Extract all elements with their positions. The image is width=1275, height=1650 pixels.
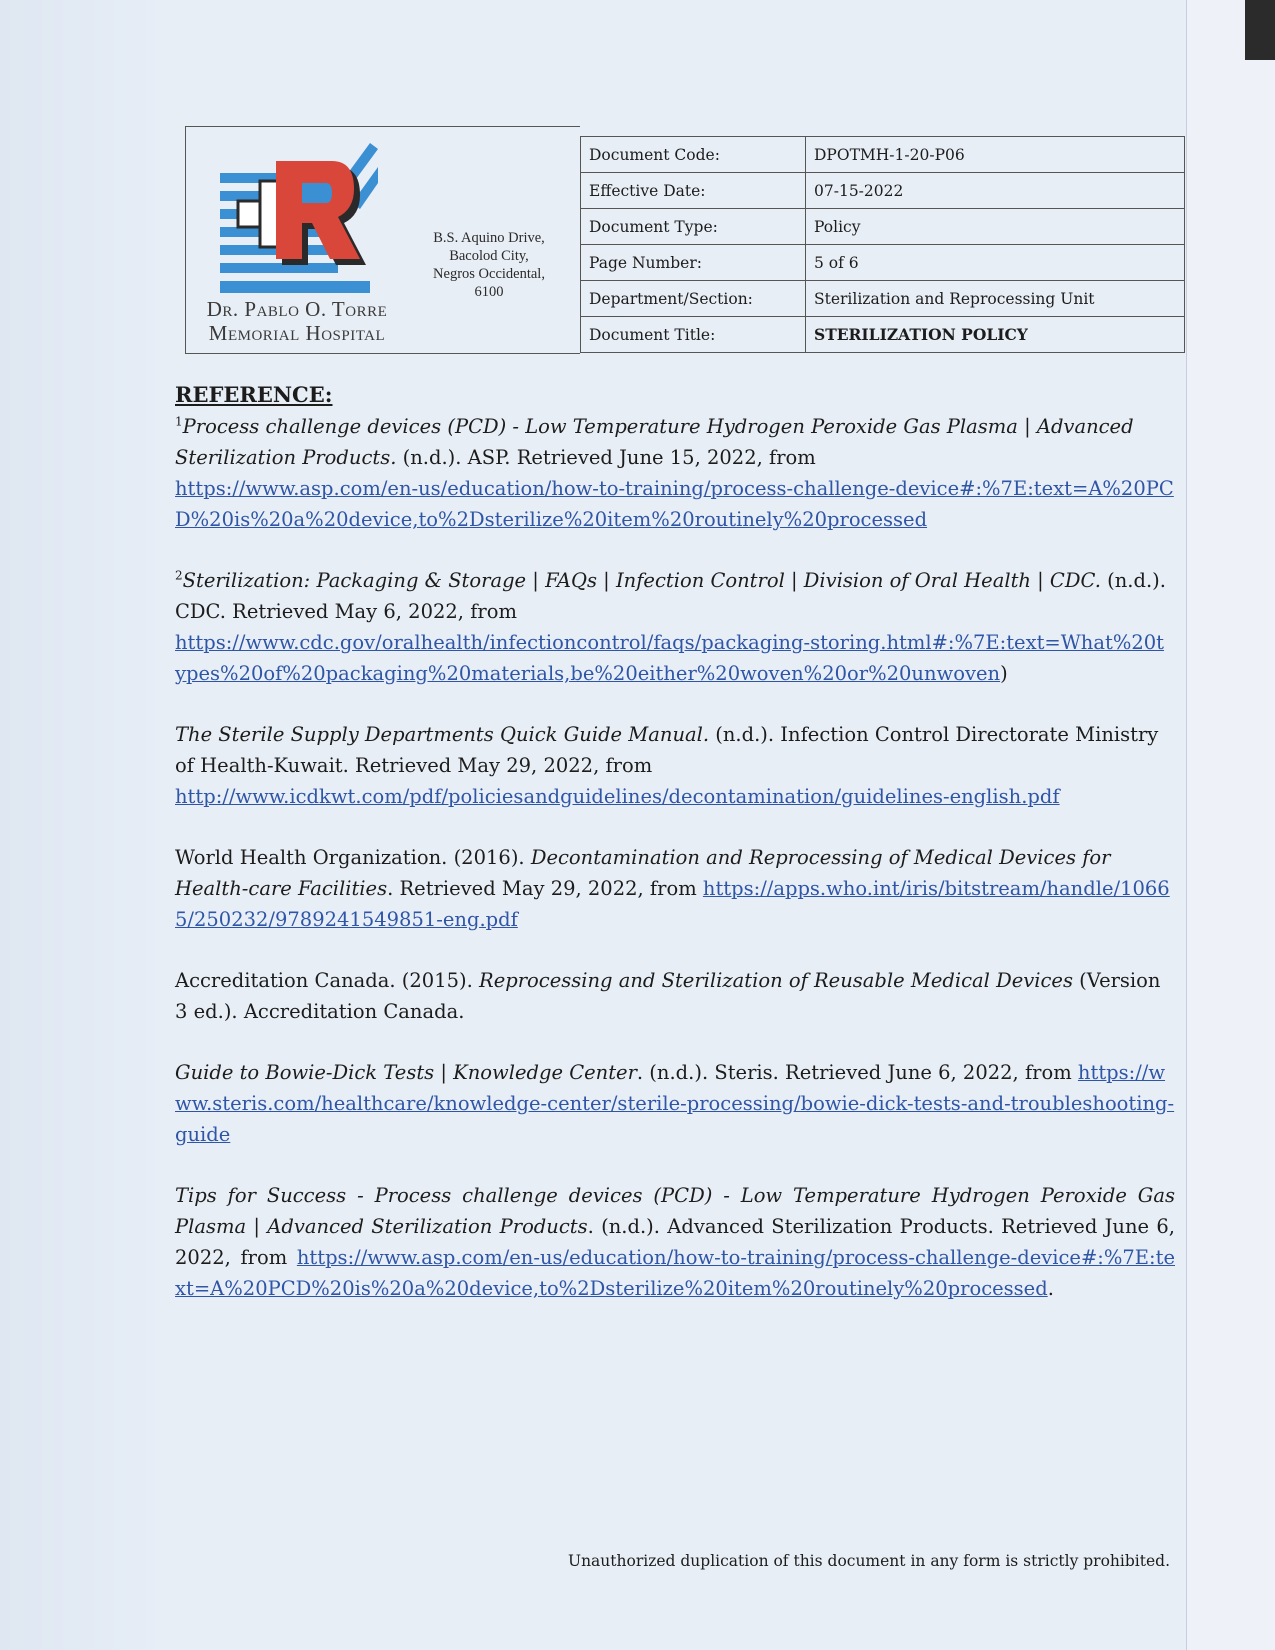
reference-title: Decontamination and Reprocessing of Medical Devices for Health-care Facilities (175, 846, 1111, 900)
footnote-marker: 1 (175, 414, 183, 429)
address-line4: 6100 (474, 284, 504, 300)
scan-margin-left (0, 0, 155, 1650)
reference-item (175, 965, 1175, 1027)
document-title-value: STERILIZATION POLICY (806, 317, 1185, 353)
info-label: Document Title: (581, 317, 806, 353)
reference-title: Process challenge devices (PCD) - Low Temperature Hydrogen Peroxide Gas Plasma | Advanced Sterilization Products. (175, 415, 1134, 469)
reference-closing: . (1047, 1277, 1054, 1300)
address-line2: Bacolod City, (449, 248, 529, 264)
reference-link[interactable]: https://apps.who.int/iris/bitstream/handle/10665/250232/9789241549851-eng.pdf (175, 877, 1170, 931)
reference-author: Accreditation Canada. (2015). (175, 969, 480, 992)
reference-text: . Retrieved May 29, 2022, from (387, 877, 703, 900)
reference-link[interactable]: https://www.asp.com/en-us/education/how-to-training/process-challenge-device#:%7E:text=A%20PCD%20is%20a%20device,to%2Dsterilize%20item%20routinely%20processed (175, 1246, 1175, 1300)
info-label: Document Code: (581, 137, 806, 173)
reference-item (175, 719, 1175, 812)
scan-margin-right (1186, 0, 1275, 1650)
logo-cell (185, 126, 580, 354)
hospital-name (192, 297, 402, 345)
info-value: Sterilization and Reprocessing Unit (806, 281, 1185, 317)
reference-item (175, 565, 1175, 689)
reference-text: (Version 3 ed.). Accreditation Canada. (175, 969, 1161, 1023)
hospital-logo-icon (220, 143, 378, 295)
info-label: Department/Section: (581, 281, 806, 317)
info-value: Policy (806, 209, 1185, 245)
info-value: 5 of 6 (806, 245, 1185, 281)
footnote-marker: 2 (175, 568, 183, 583)
reference-title: Guide to Bowie-Dick Tests | Knowledge Center (175, 1061, 637, 1084)
address-line3: Negros Occidental, (433, 266, 545, 282)
address-line1: B.S. Aquino Drive, (433, 230, 545, 246)
info-row (581, 281, 1185, 317)
reference-link[interactable]: https://www.asp.com/en-us/education/how-to-training/process-challenge-device#:%7E:text=A%20PCD%20is%20a%20device,to%2Dsterilize%20item%20routinely%20processed (175, 477, 1174, 531)
reference-title: Tips for Success - Process challenge devices (PCD) - Low Temperature Hydrogen Peroxide Gas Plasma | Advanced Sterilization Products (175, 1184, 1175, 1238)
references-section (175, 382, 1175, 1304)
reference-title: The Sterile Supply Departments Quick Guide Manual. (175, 723, 710, 746)
info-row (581, 137, 1185, 173)
hospital-name-line1: Dr. Pablo O. Torre (206, 297, 388, 321)
reference-item (175, 1057, 1175, 1150)
reference-item (175, 411, 1175, 535)
reference-text: . (n.d.). Steris. Retrieved June 6, 2022, from (636, 1061, 1078, 1084)
info-value: DPOTMH-1-20-P06 (806, 137, 1185, 173)
reference-title: Reprocessing and Sterilization of Reusable Medical Devices (479, 969, 1073, 992)
reference-link[interactable]: https://www.steris.com/healthcare/knowledge-center/sterile-processing/bowie-dick-tests-and-troubleshooting-guide (175, 1061, 1175, 1146)
info-label: Document Type: (581, 209, 806, 245)
reference-link[interactable]: https://www.cdc.gov/oralhealth/infectioncontrol/faqs/packaging-storing.html#:%7E:text=What%20types%20of%20packaging%20materials,be%20either%20woven%20or%20unwoven (175, 631, 1165, 685)
reference-link[interactable]: http://www.icdkwt.com/pdf/policiesandguidelines/decontamination/guidelines-english.pdf (175, 785, 1060, 808)
hospital-name-line2: Memorial Hospital (208, 321, 386, 345)
footer-notice: Unauthorized duplication of this document in any form is strictly prohibited. (568, 1552, 1170, 1570)
info-row (581, 209, 1185, 245)
info-label: Page Number: (581, 245, 806, 281)
reference-item (175, 1180, 1175, 1304)
document-header (185, 126, 1185, 357)
info-row (581, 317, 1185, 353)
info-row (581, 245, 1185, 281)
info-row (581, 173, 1185, 209)
reference-title: Sterilization: Packaging & Storage | FAQs | Infection Control | Division of Oral Health | CDC. (182, 569, 1101, 592)
reference-text: (n.d.). Infection Control Directorate Ministry of Health-Kuwait. Retrieved May 29, 2022, from (175, 723, 1159, 777)
reference-text: (n.d.). CDC. Retrieved May 6, 2022, from (175, 569, 1166, 623)
document-info-table (580, 136, 1185, 353)
reference-author: World Health Organization. (2016). (175, 846, 531, 869)
reference-item (175, 842, 1175, 935)
reference-closing: ) (1000, 662, 1008, 685)
reference-text: . (n.d.). Advanced Sterilization Products. Retrieved June 6, 2022, from (175, 1215, 1175, 1269)
info-value: 07-15-2022 (806, 173, 1185, 209)
info-label: Effective Date: (581, 173, 806, 209)
section-heading: REFERENCE: (175, 382, 333, 407)
hospital-address (414, 229, 564, 301)
reference-text: (n.d.). ASP. Retrieved June 15, 2022, from (396, 446, 816, 469)
